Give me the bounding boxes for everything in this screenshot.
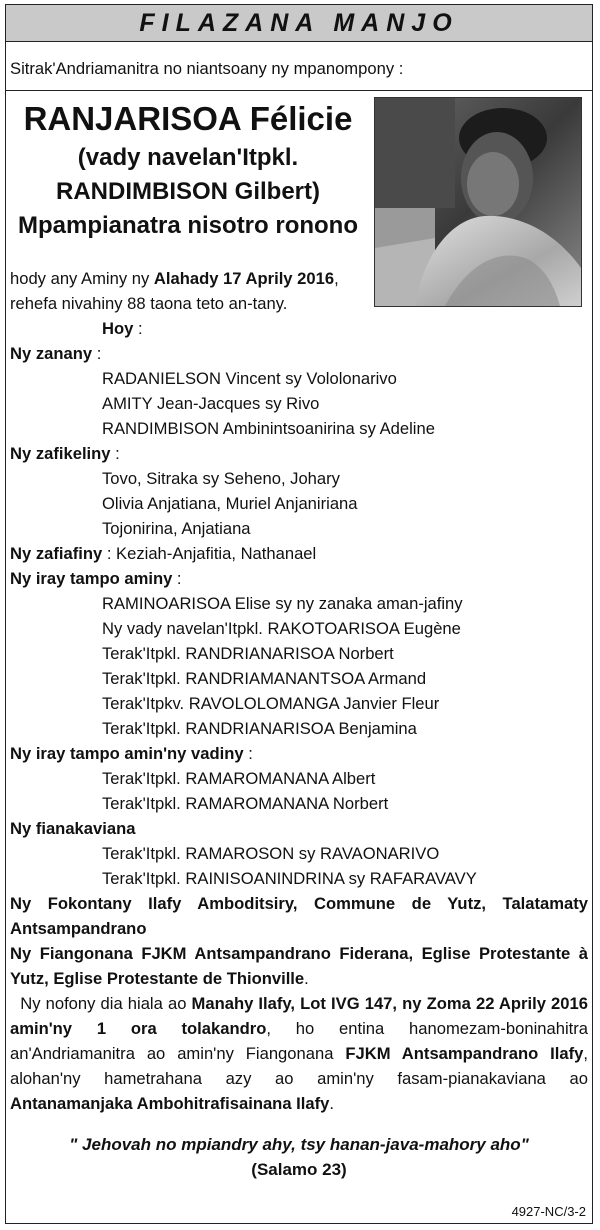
bible-quote: " Jehovah no mpiandry ahy, tsy hanan-java-mahory aho" xyxy=(69,1135,529,1154)
notice-title: FILAZANA MANJO xyxy=(139,8,459,37)
funeral-paragraph: Ny nofony dia hiala ao Manahy Ilafy, Lot IVG 147, ny Zoma 22 Aprily 2016 amin'ny 1 ora tolakandro, ho entina hanomezam-boninahitra an'Andriamanitra ao amin'ny Fiangonana FJKM Antsampandrano Ilafy, alohan'ny hametrahana azy ao amin'ny fasam-pianakaviana ao Antanamanjaka Ambohitrafisainana Ilafy. xyxy=(10,994,588,1113)
notice-body xyxy=(6,42,592,1182)
section-tampo: Ny iray tampo aminy : xyxy=(10,569,182,588)
notice-header xyxy=(6,5,592,42)
list-item: Terak'Itpkl. RAINISOANINDRINA sy RAFARAVAVY xyxy=(102,869,477,888)
deceased-spouse-line1: (vady navelan'Itpkl. xyxy=(77,144,299,171)
deceased-photo xyxy=(374,97,582,307)
list-item: Terak'Itpkv. RAVOLOLOMANGA Janvier Fleur xyxy=(102,694,440,713)
section-zafikeliny: Ny zafikeliny : xyxy=(10,444,120,463)
deceased-occupation: Mpampianatra nisotro ronono xyxy=(17,212,358,239)
section-zafiafiny: Ny zafiafiny : Keziah-Anjafitia, Nathanael xyxy=(10,544,317,563)
list-item: RADANIELSON Vincent sy Vololonarivo xyxy=(102,369,397,388)
list-item: Tojonirina, Anjatiana xyxy=(102,519,251,538)
death-line-2: rehefa nivahiny 88 taona teto an-tany. xyxy=(10,294,288,313)
list-item: Olivia Anjatiana, Muriel Anjaniriana xyxy=(102,494,358,513)
fiangonana-line: Ny Fiangonana FJKM Antsampandrano Fiderana, Eglise Protestante à Yutz, Eglise Protestante de Thionville. xyxy=(10,944,588,988)
list-item: Ny vady navelan'Itpkl. RAKOTOARISOA Eugène xyxy=(102,619,461,638)
list-item: Terak'Itpkl. RAMAROSON sy RAVAONARIVO xyxy=(102,844,440,863)
bible-reference: (Salamo 23) xyxy=(251,1160,347,1179)
intro-text: Sitrak'Andriamanitra no niantsoany ny mpanompony : xyxy=(10,59,404,78)
death-date: Alahady 17 Aprily 2016 xyxy=(153,269,335,288)
list-item: Terak'Itpkl. RAMAROMANANA Albert xyxy=(102,769,376,788)
list-item: RANDIMBISON Ambinintsoanirina sy Adeline xyxy=(102,419,435,438)
deceased-block xyxy=(10,91,588,266)
list-item: RAMINOARISOA Elise sy ny zanaka aman-jafiny xyxy=(102,594,463,613)
section-zanany: Ny zanany : xyxy=(10,344,102,363)
hoy-line: Hoy : xyxy=(102,319,143,338)
fokontany-line: Ny Fokontany Ilafy Amboditsiry, Commune de Yutz, Talatamaty Antsampandrano xyxy=(10,894,588,938)
list-item: Terak'Itpkl. RANDRIANARISOA Benjamina xyxy=(102,719,417,738)
list-item: AMITY Jean-Jacques sy Rivo xyxy=(102,394,320,413)
deceased-name: RANJARISOA Félicie xyxy=(23,100,353,137)
list-item: Tovo, Sitraka sy Seheno, Johary xyxy=(102,469,340,488)
portrait-image xyxy=(375,98,581,306)
obituary-notice xyxy=(5,4,593,1224)
section-fianakaviana: Ny fianakaviana xyxy=(10,819,136,838)
death-line-1: hody any Aminy ny Alahady 17 Aprily 2016, xyxy=(10,269,339,288)
list-item: Terak'Itpkl. RAMAROMANANA Norbert xyxy=(102,794,389,813)
list-item: Terak'Itpkl. RANDRIANARISOA Norbert xyxy=(102,644,394,663)
section-tampo-vady: Ny iray tampo amin'ny vadiny : xyxy=(10,744,253,763)
deceased-spouse-line2: RANDIMBISON Gilbert) xyxy=(56,178,320,205)
notice-code: 4927-NC/3-2 xyxy=(511,1204,586,1219)
list-item: Terak'Itpkl. RANDRIAMANANTSOA Armand xyxy=(102,669,427,688)
